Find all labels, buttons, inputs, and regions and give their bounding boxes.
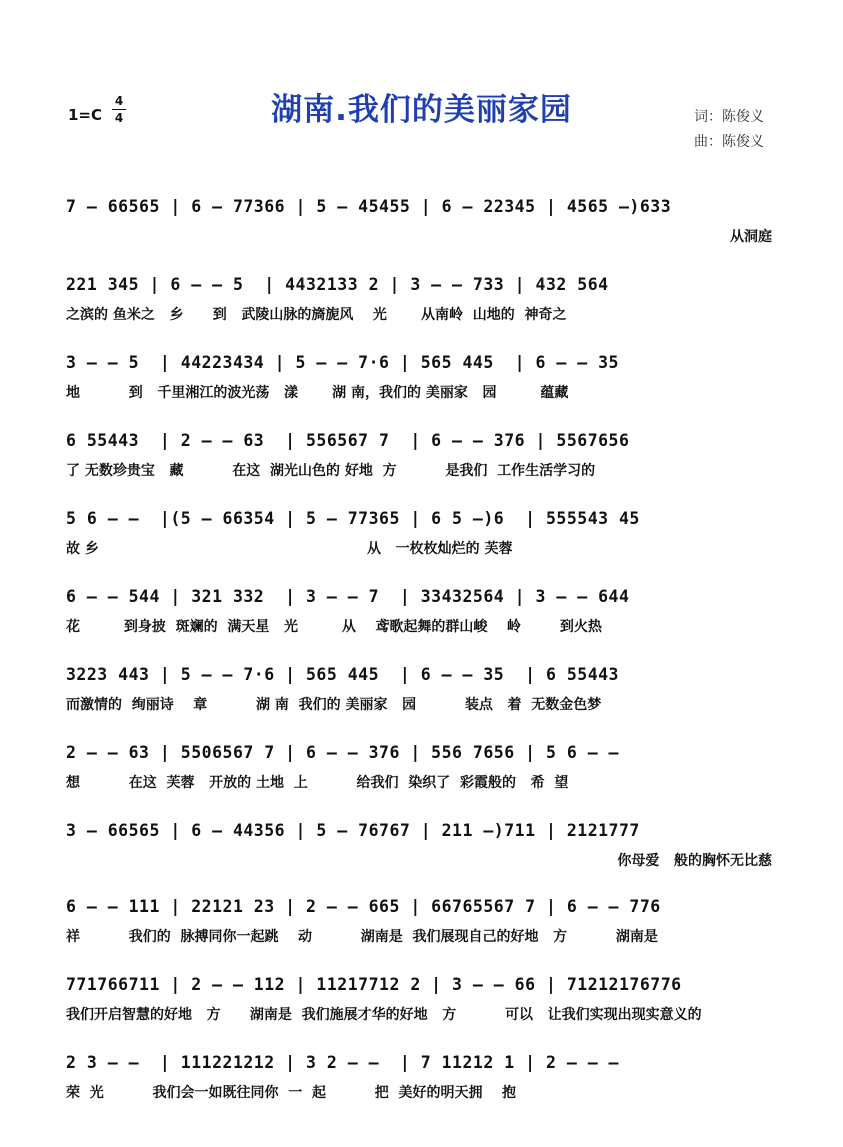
notation-line: 7 – 66565 | 6 – 77366 | 5 – 45455 | 6 – 22345 | 4565 –)633 xyxy=(66,197,672,216)
lyric-line: 你母爱 般的胸怀无比慈 xyxy=(617,853,772,869)
lyricist-credit: 词：陈俊义 xyxy=(694,109,764,125)
key-signature: 1=C xyxy=(68,106,103,124)
notation-line: 3 – – 5 | 44223434 | 5 – – 7·6 | 565 445 | 6 – – 35 xyxy=(66,353,619,372)
score-system-2 xyxy=(58,268,780,340)
score-system-4 xyxy=(58,424,780,496)
score-system-1 xyxy=(58,190,780,262)
score-system-5 xyxy=(58,502,780,574)
song-title: 湖南.我们的美丽家园 xyxy=(271,92,572,128)
lyric-line: 我们开启智慧的好地 方 湖南是 我们施展才华的好地 方 可以 让我们实现出现实意义的 xyxy=(66,1007,702,1023)
lyric-line: 从洞庭 xyxy=(730,229,772,245)
lyric-line: 荣 光 我们会一如既往同你 一 起 把 美好的明天拥 抱 xyxy=(66,1085,516,1101)
time-signature-bottom: 4 xyxy=(114,111,124,125)
notation-line: 2 – – 63 | 5506567 7 | 6 – – 376 | 556 7656 | 5 6 – – xyxy=(66,743,619,762)
score-system-11 xyxy=(58,968,780,1040)
notation-line: 5 6 – – |(5 – 66354 | 5 – 77365 | 6 5 –)6 | 555543 45 xyxy=(66,509,640,528)
score-system-8 xyxy=(58,736,780,808)
lyric-line: 故 乡 从 一枚枚灿烂的 芙蓉 xyxy=(66,541,513,557)
notation-line: 2 3 – – | 111221212 | 3 2 – – | 7 11212 1 | 2 – – – xyxy=(66,1053,619,1072)
composer-credit: 曲：陈俊义 xyxy=(694,134,764,150)
score-system-9 xyxy=(58,814,780,886)
notation-line: 771766711 | 2 – – 112 | 11217712 2 | 3 – – 66 | 71212176776 xyxy=(66,975,682,994)
notation-line: 6 – – 544 | 321 332 | 3 – – 7 | 33432564 | 3 – – 644 xyxy=(66,587,630,606)
lyric-line: 地 到 千里湘江的波光荡 漾 湖 南，我们的 美丽家 园 蕴藏 xyxy=(66,385,569,401)
notation-line: 6 55443 | 2 – – 63 | 556567 7 | 6 – – 376 | 5567656 xyxy=(66,431,630,450)
lyric-line: 了 无数珍贵宝 藏 在这 湖光山色的 好地 方 是我们 工作生活学习的 xyxy=(66,463,596,479)
lyric-line: 想 在这 芙蓉 开放的 土地 上 给我们 染织了 彩霞般的 希 望 xyxy=(66,775,569,791)
score-system-3 xyxy=(58,346,780,418)
notation-line: 6 – – 111 | 22121 23 | 2 – – 665 | 66765567 7 | 6 – – 776 xyxy=(66,897,661,916)
score-system-10 xyxy=(58,890,780,962)
lyric-line: 而激情的 绚丽诗 章 湖 南 我们的 美丽家 园 装点 着 无数金色梦 xyxy=(66,697,602,713)
lyric-line: 之滨的 鱼米之 乡 到 武陵山脉的旖旎风 光 从南岭 山地的 神奇之 xyxy=(66,307,567,323)
notation-line: 221 345 | 6 – – 5 | 4432133 2 | 3 – – 733 | 432 564 xyxy=(66,275,609,294)
score-system-6 xyxy=(58,580,780,652)
score-system-7 xyxy=(58,658,780,730)
time-signature-top: 4 xyxy=(114,94,124,108)
notation-line: 3223 443 | 5 – – 7·6 | 565 445 | 6 – – 35 | 6 55443 xyxy=(66,665,619,684)
score-system-12 xyxy=(58,1046,780,1118)
lyric-line: 花 到身披 斑斓的 满天星 光 从 鸢歌起舞的群山峻 岭 到火热 xyxy=(66,619,602,635)
lyric-line: 祥 我们的 脉搏同你一起跳 动 湖南是 我们展现自己的好地 方 湖南是 xyxy=(66,929,658,945)
notation-line: 3 – 66565 | 6 – 44356 | 5 – 76767 | 211 –)711 | 2121777 xyxy=(66,821,640,840)
